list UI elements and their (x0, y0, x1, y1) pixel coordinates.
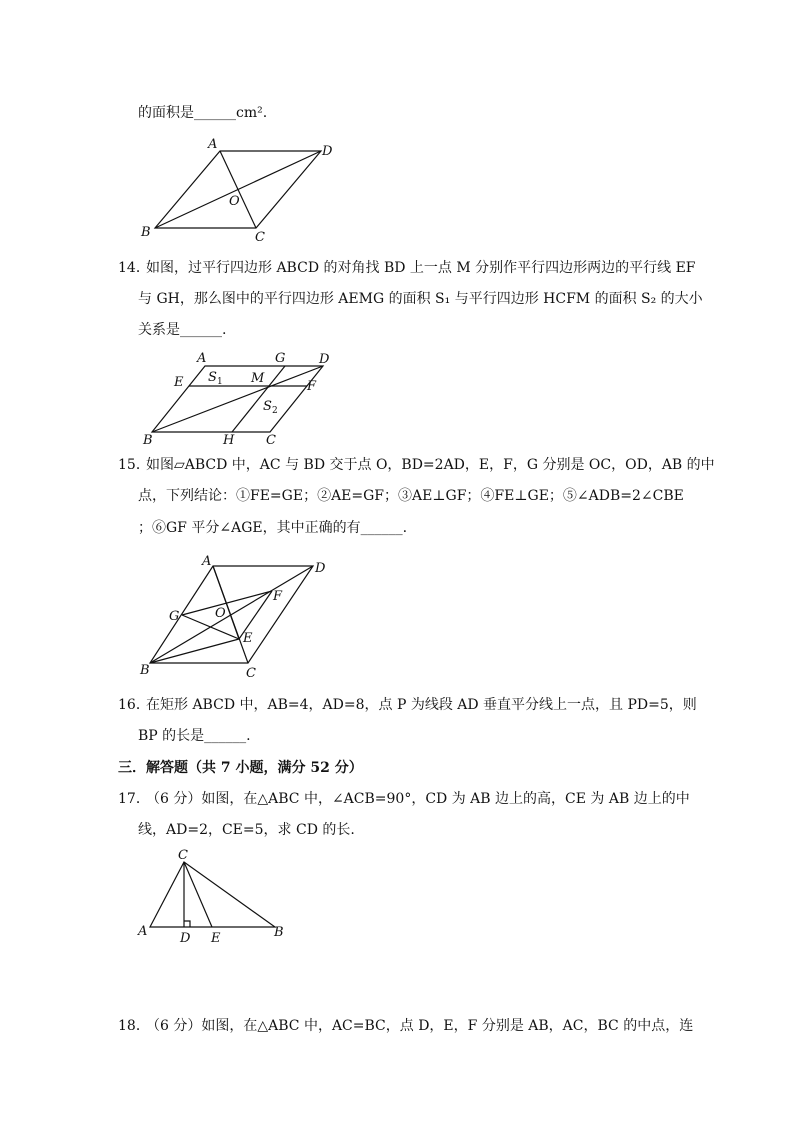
q15-line-1: 如图▱ABCD 中，AC 与 BD 交于点 O，BD=2AD，E，F，G 分别是 OC，OD，AB 的中 (146, 457, 715, 473)
q16-number: 16． (118, 697, 150, 713)
label-a: A (138, 924, 148, 939)
q16-line-2: BP 的长是______. (138, 728, 251, 744)
q14-number: 14． (118, 260, 150, 276)
label-m: M (251, 371, 265, 386)
label-g: G (275, 351, 286, 366)
q17-line-1: （6 分）如图，在△ABC 中，∠ACB=90°，CD 为 AB 边上的高，CE 为 AB 边上的中 (146, 791, 690, 807)
triangle-abc (150, 862, 275, 927)
segment-ge (182, 615, 239, 639)
label-f: F (273, 589, 283, 604)
q15-line-3: ；⑥GF 平分∠AGE，其中正确的有______. (138, 520, 408, 536)
right-angle-mark (184, 921, 190, 927)
section-heading: 三．解答题（共 7 小题，满分 52 分） (118, 760, 363, 776)
q17-number: 17． (118, 791, 150, 807)
label-o: O (229, 194, 240, 209)
q13-tail-text: 的面积是______cm². (138, 105, 268, 121)
label-e: E (211, 931, 221, 945)
label-f: F (307, 379, 317, 394)
q15-number: 15． (118, 457, 150, 473)
figure-q14-parallelogram (135, 348, 345, 450)
label-a: A (202, 554, 212, 569)
q14-line-2: 与 GH，那么图中的平行四边形 AEMG 的面积 S₁ 与平行四边形 HCFM 的面积 S₂ 的大小 (138, 291, 703, 307)
label-c: C (266, 433, 276, 448)
q17-line-2: 线，AD=2，CE=5，求 CD 的长. (138, 822, 355, 838)
label-b: B (274, 925, 284, 940)
q14-line-1: 如图，过平行四边形 ABCD 的对角找 BD 上一点 M 分别作平行四边形两边的平行线 EF (146, 260, 696, 276)
label-b: B (140, 663, 150, 678)
q18-number: 18． (118, 1018, 150, 1034)
label-d: D (315, 561, 326, 576)
label-a: A (208, 137, 218, 152)
label-o: O (215, 606, 226, 621)
label-e: E (243, 631, 253, 646)
label-b: B (141, 225, 151, 240)
label-d: D (180, 931, 191, 945)
figure-q15-parallelogram (135, 550, 345, 685)
label-sub-2: 2 (272, 406, 278, 416)
q14-line-3: 关系是______. (138, 322, 227, 338)
q18-line-1: （6 分）如图，在△ABC 中，AC=BC，点 D，E，F 分别是 AB，AC，BC 的中点，连 (146, 1018, 694, 1034)
label-e: E (174, 375, 184, 390)
label-d: D (319, 352, 330, 367)
label-b: B (143, 433, 153, 448)
label-d: D (322, 144, 333, 159)
segment-ae (213, 566, 239, 639)
label-s: S (208, 370, 217, 385)
label-s: S (263, 399, 272, 414)
label-g: G (169, 609, 180, 624)
label-a: A (197, 351, 207, 366)
figure-q17-triangle (135, 845, 295, 945)
q15-line-2: 点，下列结论：①FE=GE；②AE=GF；③AE⊥GF；④FE⊥GE；⑤∠ADB=2∠CBE (138, 488, 684, 504)
label-sub-1: 1 (217, 377, 223, 387)
label-h: H (223, 433, 235, 448)
label-c: C (255, 230, 265, 245)
q16-line-1: 在矩形 ABCD 中，AB=4，AD=8，点 P 为线段 AD 垂直平分线上一点，且 PD=5，则 (146, 697, 697, 713)
figure-q13-parallelogram (135, 135, 345, 245)
label-c: C (246, 666, 256, 681)
diagonal-bd (155, 151, 321, 228)
label-c: C (178, 848, 188, 863)
